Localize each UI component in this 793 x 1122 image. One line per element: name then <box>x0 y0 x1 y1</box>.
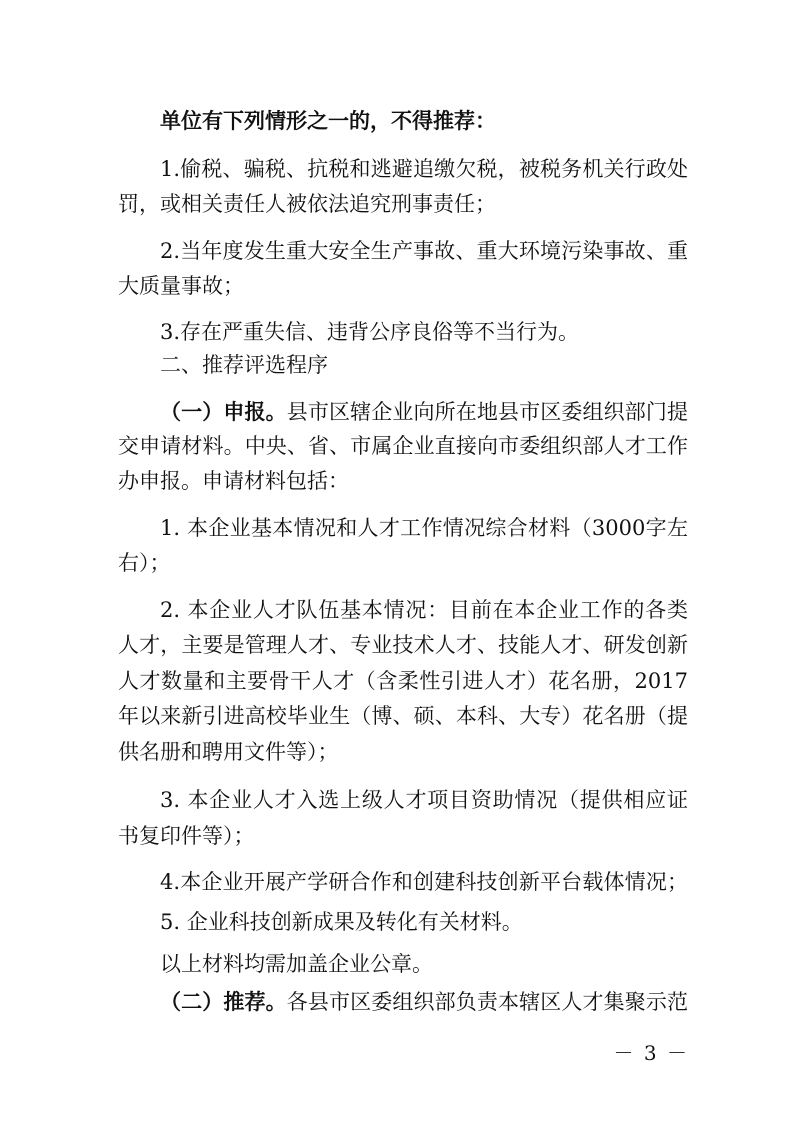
subsection-label: （二）推荐。 <box>160 989 287 1014</box>
paragraph-line: 人才，主要是管理人才、专业技术人才、技能人才、研发创新 <box>118 633 688 657</box>
subsection-text: 县市区辖企业向所在地县市区委组织部门提 <box>286 400 688 424</box>
paragraph-line: 4.本企业开展产学研合作和创建科技创新平台载体情况； <box>160 870 688 894</box>
paragraph-line: 1. 本企业基本情况和人才工作情况综合材料（3000字左 <box>160 516 688 540</box>
paragraph-line: 大质量事故； <box>118 274 244 298</box>
paragraph-line <box>160 988 688 1016</box>
paragraph-line: 年以来新引进高校毕业生（博、硕、本科、大专）花名册（提 <box>118 704 688 728</box>
paragraph-line <box>160 398 688 426</box>
paragraph-line: 供名册和聘用文件等）； <box>118 740 339 764</box>
section-heading: 二、推荐评选程序 <box>160 353 328 377</box>
paragraph-line: 3.存在严重失信、违背公序良俗等不当行为。 <box>160 320 580 344</box>
paragraph-line: 5. 企业科技创新成果及转化有关材料。 <box>160 910 523 934</box>
paragraph-line: 交申请材料。中央、省、市属企业直接向市委组织部人才工作 <box>118 434 688 458</box>
paragraph-heading-exclusions: 单位有下列情形之一的，不得推荐： <box>160 108 496 133</box>
page-number: － 3 － <box>613 1041 689 1065</box>
paragraph-line: 右）； <box>118 551 171 575</box>
subsection-text: 各县市区委组织部负责本辖区人才集聚示范 <box>286 990 688 1014</box>
paragraph-line: 3. 本企业人才入选上级人才项目资助情况（提供相应证 <box>160 788 688 812</box>
paragraph-line: 办申报。申请材料包括： <box>118 469 349 493</box>
paragraph-line: 罚，或相关责任人被依法追究刑事责任； <box>118 192 496 216</box>
paragraph-line: 2. 本企业人才队伍基本情况：目前在本企业工作的各类 <box>160 598 688 622</box>
paragraph-line: 2.当年度发生重大安全生产事故、重大环境污染事故、重 <box>160 239 688 263</box>
paragraph-line: 书复印件等）； <box>118 824 255 848</box>
paragraph-line: 人才数量和主要骨干人才（含柔性引进人才）花名册，2017 <box>118 669 688 693</box>
subsection-label: （一）申报。 <box>160 399 287 424</box>
paragraph-line: 以上材料均需加盖企业公章。 <box>160 952 433 976</box>
paragraph-line: 1.偷税、骗税、抗税和逃避追缴欠税，被税务机关行政处 <box>160 157 688 181</box>
